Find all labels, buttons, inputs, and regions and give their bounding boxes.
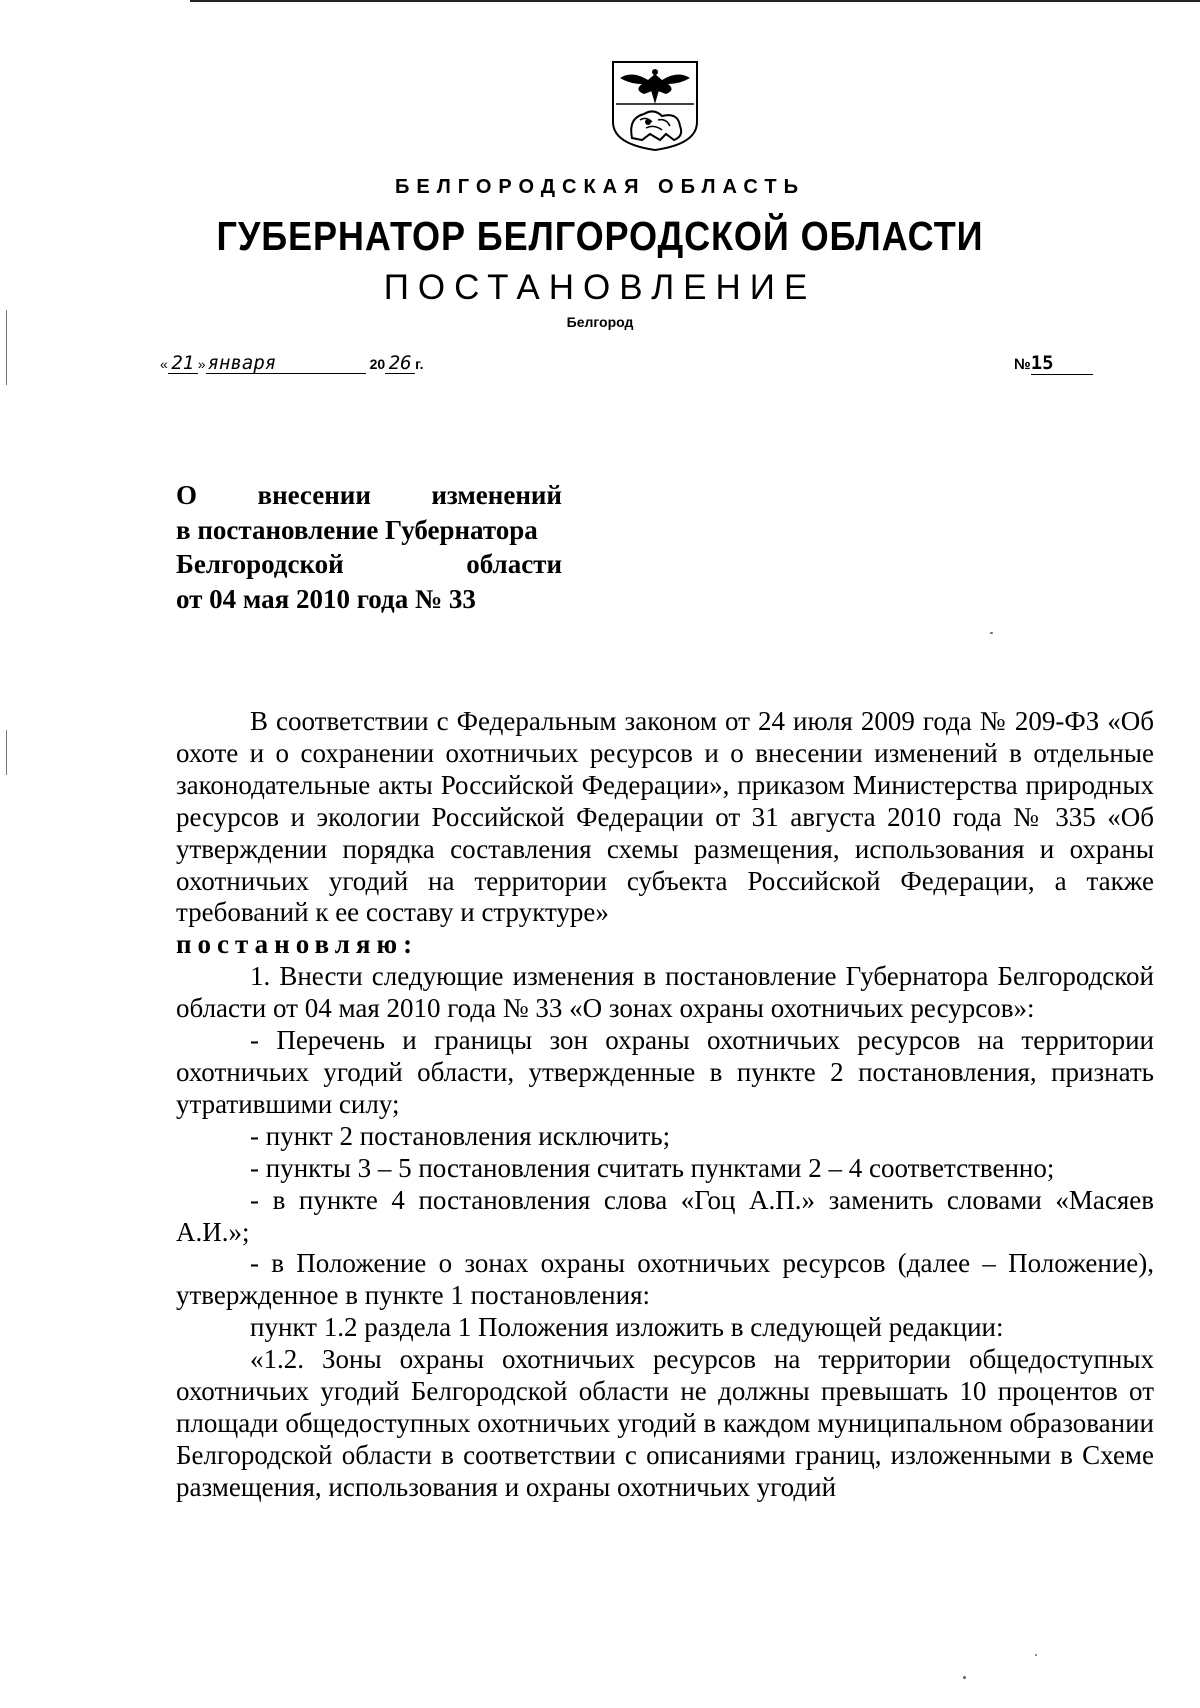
- year-prefix: 20: [369, 356, 386, 372]
- authority-title: ГУБЕРНАТОР БЕЛГОРОДСКОЙ ОБЛАСТИ: [216, 213, 984, 259]
- year-abbr: г.: [415, 356, 424, 372]
- scan-speck: [1035, 1654, 1037, 1656]
- region-title: БЕЛГОРОДСКАЯ ОБЛАСТЬ: [395, 176, 805, 198]
- scan-speck: [963, 1676, 966, 1679]
- coat-of-arms-icon: [610, 60, 700, 152]
- subject-line-4: от 04 мая 2010 года № 33: [176, 583, 476, 614]
- scan-speck: [990, 632, 993, 634]
- date-day: 21: [171, 352, 195, 374]
- sub-item-paragraph: пункт 1.2 раздела 1 Положения изложить в следующей редакции:: [250, 1312, 1004, 1343]
- change-item-paragraph: - пункты 3 – 5 постановления считать пунктами 2 – 4 соответственно;: [250, 1152, 1055, 1183]
- document-number: 15: [1030, 352, 1054, 374]
- item-1-paragraph: 1. Внести следующие изменения в постановление Губернатора Белгородской области от 04 мая 2010 года № 33 «О зонах охраны охотничьих ресурсов»:: [176, 961, 1154, 1024]
- change-item-paragraph: - Перечень и границы зон охраны охотничьих ресурсов на территории охотничьих угодий области, утвержденные в пункте 2 постановления, признать утратившими силу;: [176, 1025, 1154, 1119]
- date-month: января: [207, 352, 277, 374]
- resolve-word: постановляю:: [176, 929, 419, 960]
- subject-line-2: в постановление Губернатора: [176, 514, 538, 545]
- close-quote: »: [197, 356, 206, 372]
- document-subject: [176, 478, 562, 616]
- date-line: [160, 354, 424, 374]
- subject-line-1: О внесении изменений: [176, 480, 562, 510]
- quoted-text-paragraph: «1.2. Зоны охраны охотничьих ресурсов на территории общедоступных охотничьих угодий Белгородской области не должны превышать 10 процентов от площади общедоступных охотничьих угодий в каждом муниципальном образовании Белгородской области в соответствии с описаниями границ, изложенными в Схеме размещения, использования и охраны охотничьих угодий: [176, 1344, 1154, 1502]
- open-quote: «: [160, 356, 168, 372]
- date-year: 26: [388, 352, 412, 374]
- preamble-paragraph: В соответствии с Федеральным законом от 24 июля 2009 года № 209-ФЗ «Об охоте и о сохранении охотничьих ресурсов и о внесении изменений в отдельные законодательные акты Российской Федерации», приказом Министерства природных ресурсов и экологии Российской Федерации от 31 августа 2010 года № 335 «Об утверждении порядка составления схемы размещения, использования и охраны охотничьих угодий на территории субъекта Российской Федерации, а также требований к ее составу и структуре»: [176, 706, 1154, 928]
- change-item-paragraph: - пункт 2 постановления исключить;: [250, 1120, 671, 1151]
- document-type: ПОСТАНОВЛЕНИЕ: [383, 268, 817, 307]
- change-item-paragraph: - в Положение о зонах охраны охотничьих ресурсов (далее – Положение), утвержденное в пункте 1 постановления:: [176, 1248, 1154, 1311]
- city-name: Белгород: [566, 314, 634, 330]
- document-body: [176, 706, 1154, 1504]
- document-number-line: [1014, 354, 1093, 375]
- change-item-paragraph: - в пункте 4 постановления слова «Гоц А.П.» заменить словами «Масяев А.И.»;: [176, 1184, 1154, 1247]
- number-label: №: [1014, 356, 1031, 373]
- scan-edge-mark: [6, 730, 7, 775]
- subject-line-3: Белгородской области: [176, 549, 562, 579]
- top-border-line: [190, 0, 1200, 2]
